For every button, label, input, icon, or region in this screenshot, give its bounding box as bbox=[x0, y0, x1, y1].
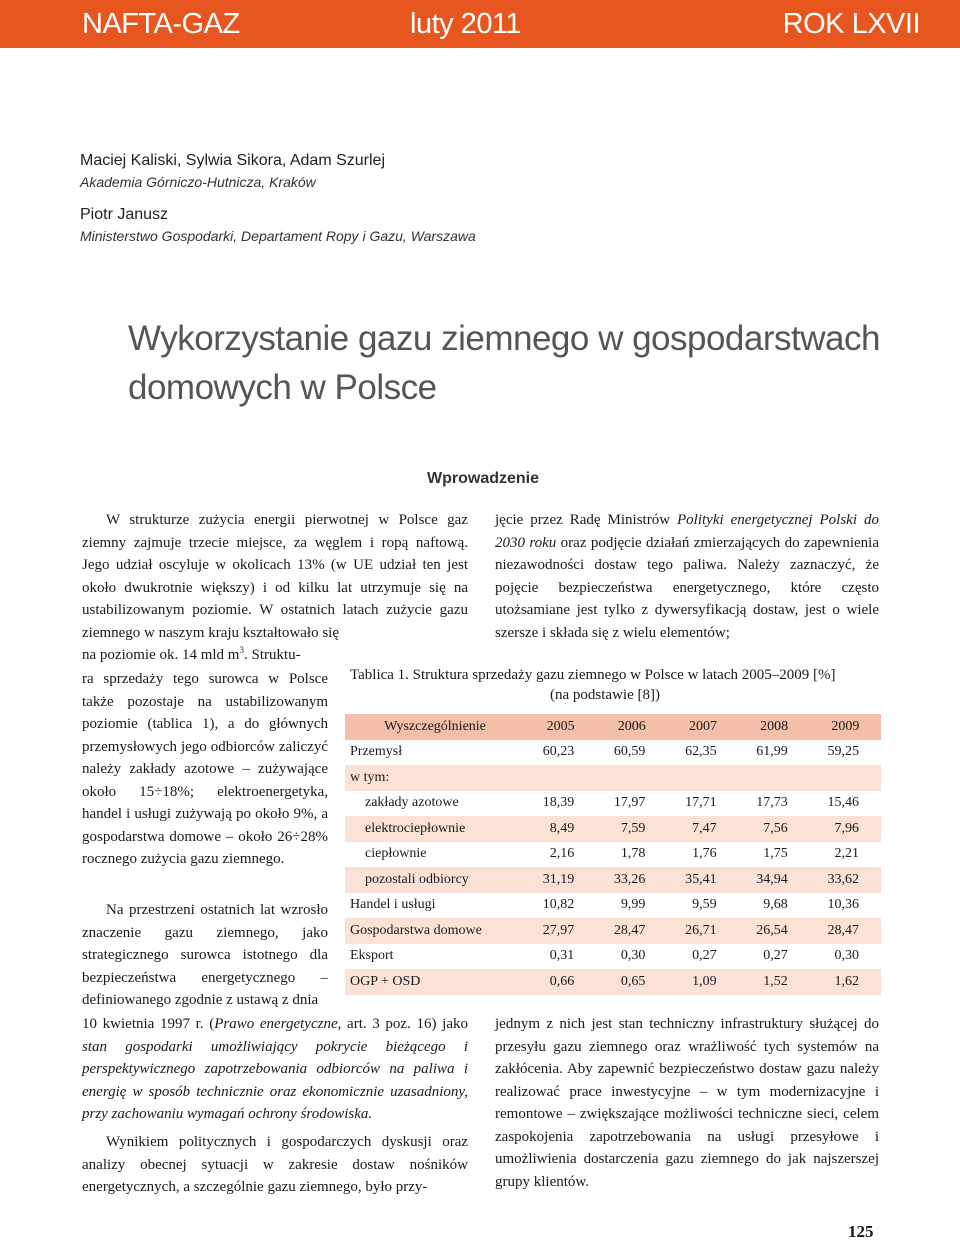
definition-text: stan gospodarki umożliwiający pokrycie bieżącego i perspektywicznego zapotrzebowania odbiorców na paliwa i energię w sposób technicznie oraz ekonomicznie uzasadniony, przy zachowaniu wymagań ochrony środowiska. bbox=[82, 1038, 468, 1122]
table-row bbox=[345, 944, 881, 970]
journal-volume: ROK LXVII bbox=[782, 8, 920, 40]
table-row bbox=[345, 791, 881, 817]
table-row bbox=[345, 918, 881, 944]
table-cell: 33,26 bbox=[596, 867, 667, 893]
title-line-1: Wykorzystanie gazu ziemnego w gospodarstwach bbox=[128, 319, 880, 358]
table-cell: 59,25 bbox=[827, 744, 859, 760]
law-definition-paragraph: 10 kwietnia 1997 r. (Prawo energetyczne, art. 3 poz. 16) jako stan gospodarki umożliwiający pokrycie bieżącego i perspektywicznego zapotrzebowania odbiorców na paliwa i energię w sposób technicznie oraz ekonomicznie uzasadniony, przy zachowaniu wymagań ochrony środowiska. bbox=[82, 1016, 468, 1122]
table-cell: 26,71 bbox=[667, 918, 738, 944]
table-cell: 1,09 bbox=[667, 969, 738, 995]
table-cell: 0,27 bbox=[763, 948, 788, 964]
row-label: elektrociepłownie bbox=[345, 816, 525, 842]
security-paragraph: Na przestrzeni ostatnich lat wzrosło znaczenie gazu ziemnego, jako strategicznego surowca istotnego dla bezpieczeństwa energetycznego – definiowanego zgodnie z ustawą z dnia bbox=[82, 902, 328, 1008]
table-cell: 2,16 bbox=[549, 846, 575, 862]
table-cell: 17,97 bbox=[613, 795, 646, 811]
table-cell: 34,94 bbox=[739, 867, 810, 893]
table-cell: 9,59 bbox=[692, 897, 717, 913]
table-cell bbox=[667, 765, 738, 791]
table-cell: 9,99 bbox=[620, 897, 646, 913]
policy-paragraph: jęcie przez Radę Ministrów Polityki energetycznej Polski do 2030 roku oraz podjęcie działań zmierzających do zapewnienia niezawodności dostaw tego paliwa. Należy zaznaczyć, że pojęcie bezpieczeństwa energetycznego, które często utożsamiane jest tylko z dywersyfikacją dostaw, jest o wiele szersze i składa się z wielu elementów; bbox=[495, 512, 879, 641]
journal-header bbox=[0, 0, 960, 48]
intro-paragraph bbox=[82, 509, 468, 644]
table-cell: 0,30 bbox=[834, 948, 859, 964]
author-affiliation: Ministerstwo Gospodarki, Departament Ropy i Gazu, Warszawa bbox=[80, 228, 476, 244]
table-cell: 7,56 bbox=[739, 816, 810, 842]
table-cell: 33,62 bbox=[810, 867, 881, 893]
table-cell: 28,47 bbox=[810, 918, 881, 944]
row-label: Przemysł bbox=[350, 744, 403, 760]
table-row bbox=[345, 842, 881, 868]
table-cell: 1,78 bbox=[620, 846, 646, 862]
table-cell: 0,30 bbox=[620, 948, 646, 964]
column-header: 2006 bbox=[596, 714, 667, 740]
column-header: 2005 bbox=[525, 714, 596, 740]
column-header: 2009 bbox=[810, 714, 881, 740]
table-cell: 9,68 bbox=[763, 897, 788, 913]
table-cell: 15,46 bbox=[827, 795, 859, 811]
row-label: Eksport bbox=[350, 948, 394, 964]
table-cell: 10,82 bbox=[542, 897, 575, 913]
table-cell bbox=[810, 765, 881, 791]
title-line-2: domowych w Polsce bbox=[128, 368, 437, 407]
law-name: Prawo energetyczne bbox=[214, 1016, 338, 1032]
table-cell: 17,71 bbox=[685, 795, 717, 811]
table-cell: 18,39 bbox=[542, 795, 575, 811]
table-cell: 0,27 bbox=[692, 948, 717, 964]
table-row bbox=[345, 893, 881, 919]
table-cell: 1,75 bbox=[763, 846, 788, 862]
section-heading: Wprowadzenie bbox=[427, 470, 540, 487]
intro-paragraph-end: na poziomie ok. 14 mld $m^3$. Struktu- bbox=[82, 645, 301, 663]
column-header: Wyszczególnienie bbox=[345, 714, 525, 740]
article-title bbox=[128, 314, 928, 412]
author-names: Piotr Janusz bbox=[80, 206, 169, 223]
table-cell: 7,96 bbox=[810, 816, 881, 842]
table-cell: 8,49 bbox=[525, 816, 596, 842]
row-label: w tym: bbox=[345, 765, 525, 791]
table-row bbox=[345, 816, 881, 842]
table-cell bbox=[596, 765, 667, 791]
discussion-paragraph: Wynikiem politycznych i gospodarczych dyskusji oraz analizy obecnej sytuacji w zakresie dostaw nośników energetycznych, a szczególnie gazu ziemnego, było przy- bbox=[82, 1134, 468, 1195]
table-cell: 17,73 bbox=[756, 795, 788, 811]
table-cell: 31,19 bbox=[525, 867, 596, 893]
table-cell: 60,59 bbox=[613, 744, 646, 760]
author-block bbox=[80, 152, 476, 244]
author-affiliation: Akademia Górniczo-Hutnicza, Kraków bbox=[80, 174, 316, 190]
table-cell: 60,23 bbox=[542, 744, 575, 760]
superscript: 3 bbox=[239, 645, 244, 655]
row-label: zakłady azotowe bbox=[365, 795, 459, 811]
table-row bbox=[345, 740, 881, 766]
table-cell: 1,76 bbox=[692, 846, 717, 862]
table-cell: 0,66 bbox=[525, 969, 596, 995]
row-label: pozostali odbiorcy bbox=[345, 867, 525, 893]
table-cell: 7,59 bbox=[596, 816, 667, 842]
table-row bbox=[345, 765, 881, 791]
table-cell: 0,31 bbox=[549, 948, 575, 964]
page-number: 125 bbox=[848, 1222, 874, 1241]
column-header: 2007 bbox=[667, 714, 738, 740]
table-cell: 1,52 bbox=[739, 969, 810, 995]
journal-name: NAFTA-GAZ bbox=[82, 8, 240, 40]
table-cell: 10,36 bbox=[827, 897, 859, 913]
infrastructure-paragraph: jednym z nich jest stan techniczny infrastruktury służącej do przesyłu gazu ziemnego oraz wrażliwość tych systemów na zakłócenia. Aby zapewnić bezpieczeństwo dostaw gazu należy realizować prace inwestycyjne – w tym modernizacyjne i remontowe – zwiększające możliwości techniczne sieci, celem zaspokojenia zapotrzebowania na usługi przesyłowe i umożliwienia dostarczenia gazu ziemnego do jak najszerszej grupy klientów. bbox=[495, 1016, 879, 1190]
table-cell: 62,35 bbox=[685, 744, 717, 760]
column-header: 2008 bbox=[739, 714, 810, 740]
table-cell: 1,62 bbox=[810, 969, 881, 995]
table-cell: 35,41 bbox=[667, 867, 738, 893]
sales-structure-table bbox=[345, 714, 881, 995]
author-names: Maciej Kaliski, Sylwia Sikora, Adam Szurlej bbox=[80, 152, 385, 169]
policy-name: Polityki energetycznej Polski do 2030 roku bbox=[495, 512, 879, 551]
table-cell: 7,47 bbox=[667, 816, 738, 842]
table-cell: 61,99 bbox=[756, 744, 788, 760]
table-cell: 28,47 bbox=[596, 918, 667, 944]
issue-date: luty 2011 bbox=[410, 8, 522, 40]
row-label: ciepłownie bbox=[365, 846, 427, 862]
table-cell bbox=[739, 765, 810, 791]
table-cell: 27,97 bbox=[525, 918, 596, 944]
table-cell: 0,65 bbox=[596, 969, 667, 995]
table-cell: 26,54 bbox=[739, 918, 810, 944]
intro-text: W strukturze zużycia energii pierwotnej w Polsce gaz ziemny zajmuje trzecie miejsce, za węglem i ropą naftową. Jego udział oscyluje w okolicach 13% (w UE udział ten jest około dwukrotnie większy) i od kilku lat utrzymuje się na ustabilizowanym poziomie. W ostatnich latach zużycie gazu ziemnego w naszym kraju kształtowało się bbox=[82, 512, 468, 641]
table-header-row bbox=[345, 714, 881, 740]
row-label: OGP + OSD bbox=[345, 969, 525, 995]
table-row bbox=[345, 867, 881, 893]
table-cell: 2,21 bbox=[834, 846, 859, 862]
sales-structure-paragraph: ra sprzedaży tego surowca w Polsce także pozostaje na ustabilizowanym poziomie (tablica 1), a do głównych przemysłowych jego odbiorców zaliczyć należy zakłady azotowe – zużywające około 15÷18%; elektroenergetyka, handel i usługi zużywają po około 9%, a gospodarstwa domowe – około 26÷28% rocznego zużycia gazu ziemnego. bbox=[82, 671, 328, 867]
table-cell bbox=[525, 765, 596, 791]
table-caption: Tablica 1. Struktura sprzedaży gazu ziemnego w Polsce w latach 2005–2009 [%] (na podstawie [8]) bbox=[350, 667, 836, 703]
row-label: Handel i usługi bbox=[350, 897, 436, 913]
table-row bbox=[345, 969, 881, 995]
row-label: Gospodarstwa domowe bbox=[345, 918, 525, 944]
